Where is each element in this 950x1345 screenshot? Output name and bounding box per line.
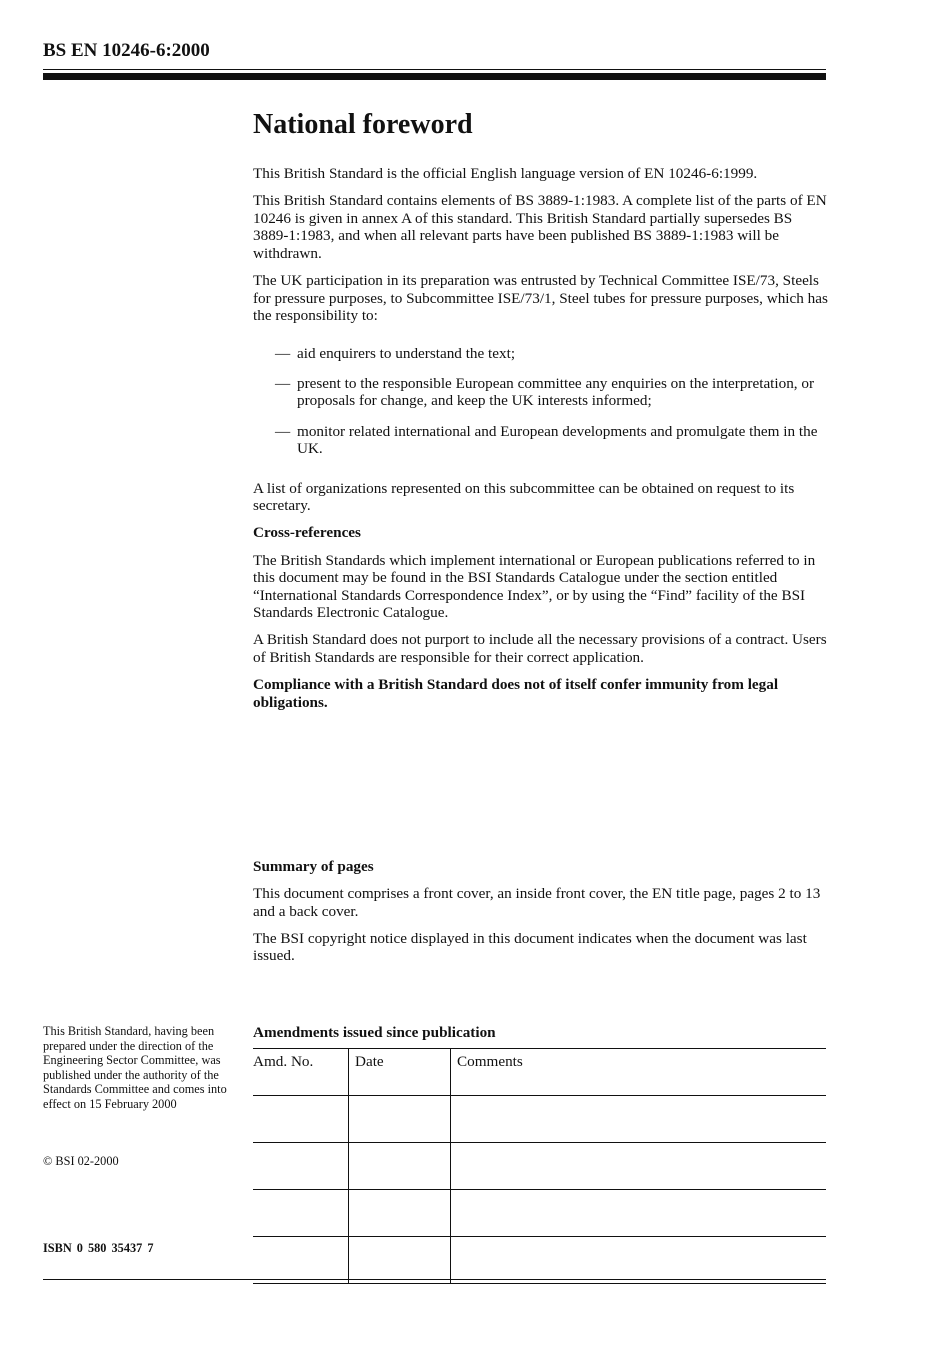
foreword-paragraph-4: A list of organizations represented on this subcommittee can be obtained on request to its secretary. <box>253 479 795 515</box>
compliance-statement: Compliance with a British Standard does not of itself confer immunity from legal obligations. <box>253 676 779 711</box>
foreword-paragraph-3: The UK participation in its preparation was entrusted by Technical Committee ISE/73, Steels for pressure purposes, to Subcommittee ISE/73/1, Steel tubes for pressure purposes, which has the responsibility to: <box>253 271 828 325</box>
table-cell <box>451 1143 827 1190</box>
table-cell <box>253 1237 349 1284</box>
cross-references-paragraph: The British Standards which implement international or European publications referred to in this document may be found in the BSI Standards Catalogue under the section entitled “International Standards Correspondence Index”, or by using the “Find” facility of the BSI Standards Electronic Catalogue. <box>253 551 816 622</box>
table-row <box>253 1096 826 1143</box>
copyright-notice: © BSI 02-2000 <box>43 1154 119 1168</box>
summary-heading: Summary of pages <box>253 858 374 875</box>
summary-paragraph-2: The BSI copyright notice displayed in this document indicates when the document was last issued. <box>253 929 807 965</box>
table-cell <box>451 1190 827 1237</box>
table-row <box>253 1190 826 1237</box>
column-header-amd-no: Amd. No. <box>253 1049 349 1096</box>
list-item <box>253 375 828 410</box>
table-cell <box>349 1237 451 1284</box>
amendments-title: Amendments issued since publication <box>253 1024 496 1041</box>
list-item <box>253 345 828 363</box>
table-row <box>253 1237 826 1284</box>
table-cell <box>451 1237 827 1284</box>
list-item <box>253 423 828 458</box>
responsibility-list <box>253 345 828 458</box>
summary-paragraph-1: This document comprises a front cover, an inside front cover, the EN title page, pages 2 to 13 and a back cover. <box>253 885 821 920</box>
cross-references-heading: Cross-references <box>253 524 361 542</box>
summary-section <box>253 858 828 974</box>
foreword-paragraph-2: This British Standard contains elements of BS 3889-1:1983. A complete list of the parts of EN 10246 is given in annex A of this standard. This British Standard partially supersedes BS 3889-1:1983, and when all relevant parts have been published BS 3889-1:1983 will be withdrawn. <box>253 192 827 262</box>
header-thick-rule <box>43 73 826 80</box>
document-code: BS EN 10246-6:2000 <box>43 40 210 61</box>
list-item-text: present to the responsible European committee any enquiries on the interpretation, or proposals for change, and keep the UK interests informed; <box>297 374 815 410</box>
table-cell <box>253 1143 349 1190</box>
list-item-text: monitor related international and European developments and promulgate them in the UK. <box>297 422 818 458</box>
table-cell <box>349 1143 451 1190</box>
contract-paragraph: A British Standard does not purport to include all the necessary provisions of a contract. Users of British Standards are responsible for their correct application. <box>253 631 827 666</box>
column-header-comments: Comments <box>451 1049 827 1096</box>
column-header-date: Date <box>349 1049 451 1096</box>
table-header-row <box>253 1049 826 1096</box>
table-row <box>253 1143 826 1190</box>
dash-marker: — <box>275 344 291 362</box>
isbn: ISBN 0 580 35437 7 <box>43 1241 154 1255</box>
dash-marker: — <box>275 422 291 440</box>
list-item-text: aid enquirers to understand the text; <box>297 344 516 362</box>
page-title: National foreword <box>253 109 473 140</box>
amendments-table <box>253 1048 826 1284</box>
table-cell <box>253 1190 349 1237</box>
publication-note: This British Standard, having been prepared under the direction of the Engineering Sector Committee, was published under the authority of the Standards Committee and comes into effect on 15 February 2000 <box>43 1024 227 1111</box>
table-cell <box>451 1096 827 1143</box>
dash-marker: — <box>275 374 291 392</box>
table-cell <box>349 1190 451 1237</box>
foreword-section <box>253 108 828 721</box>
table-cell <box>253 1096 349 1143</box>
foreword-paragraph-1: This British Standard is the official English language version of EN 10246-6:1999. <box>253 165 758 182</box>
table-cell <box>349 1096 451 1143</box>
header-thin-rule <box>43 69 826 70</box>
footer-rule <box>43 1279 826 1280</box>
